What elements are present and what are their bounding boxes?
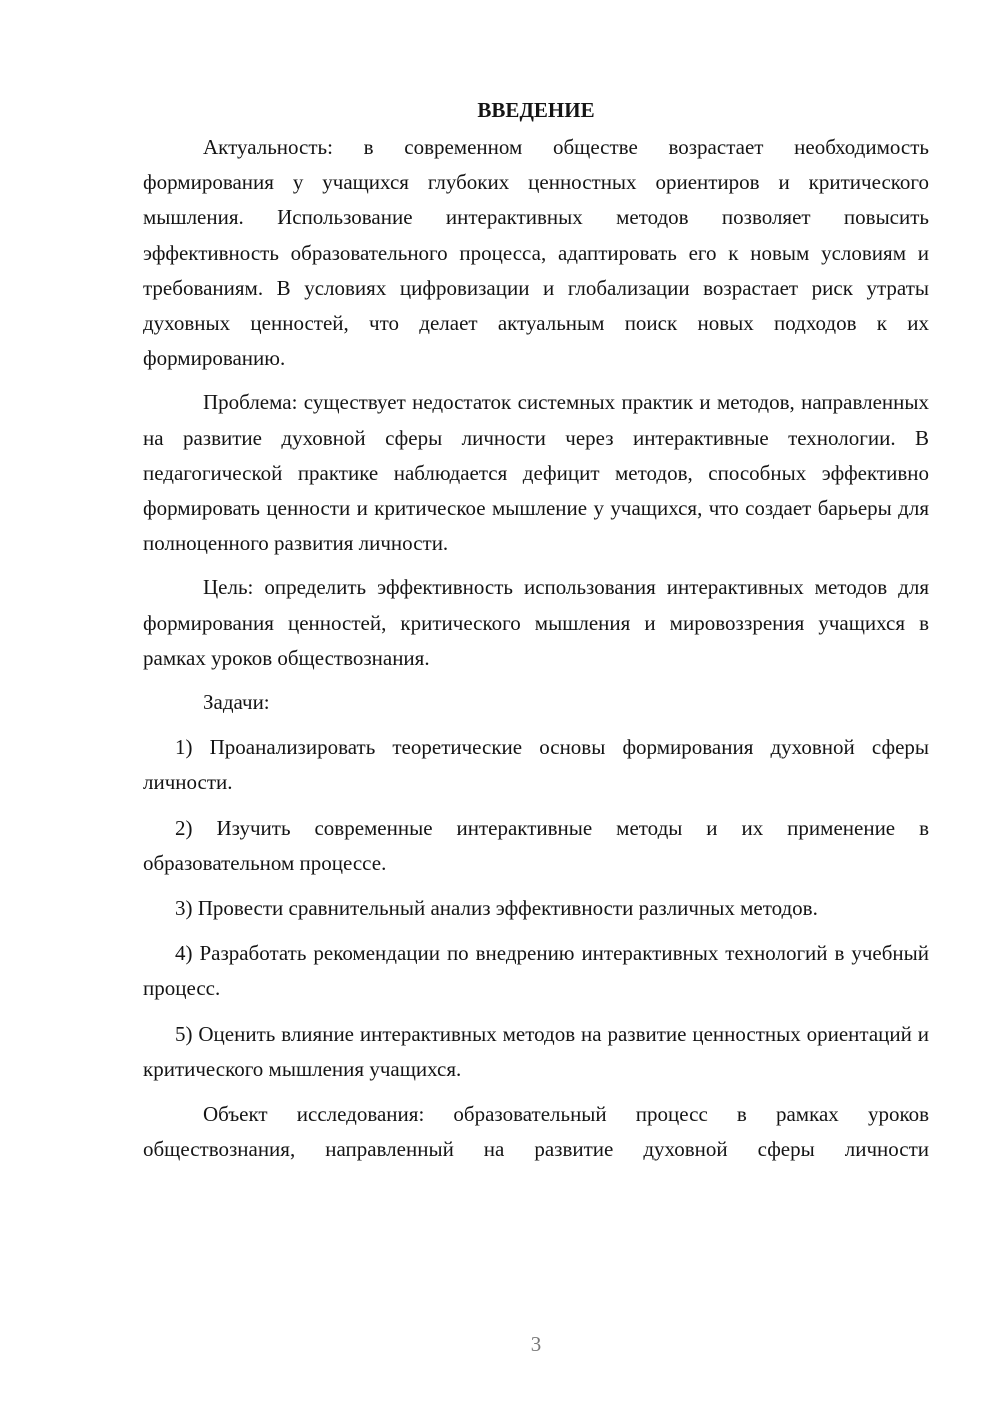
task-item-2: 2) Изучить современные интерактивные методы и их применение в образовательном процессе. [143, 815, 929, 875]
task-item-1: 1) Проанализировать теоретические основы формирования духовной сферы личности. [143, 735, 929, 795]
task-item-5: 5) Оценить влияние интерактивных методов на развитие ценностных ориентаций и критического мышления учащихся. [143, 1021, 929, 1081]
problem-paragraph: Проблема: существует недостаток системных практик и методов, направленных на развитие духовной сферы личности через интерактивные технологии. В педагогической практике наблюдается дефицит методов, способных эффективно формировать ценности и критическое мышление у учащихся, что создает барьеры для полноценного развития личности. [143, 390, 929, 556]
task-item-4: 4) Разработать рекомендации по внедрению интерактивных технологий в учебный процесс. [143, 941, 929, 1001]
document-page [143, 92, 929, 1176]
object-paragraph: Объект исследования: образовательный процесс в рамках уроков обществознания, направленный на развитие духовной сферы личности [143, 1102, 929, 1162]
tasks-label: Задачи: [203, 690, 270, 715]
relevance-paragraph: Актуальность: в современном обществе возрастает необходимость формирования у учащихся глубоких ценностных ориентиров и критического мышления. Использование интерактивных методов позволяет повысить эффективность образовательного процесса, адаптировать его к новым условиям и требованиям. В условиях цифровизации и глобализации возрастает риск утраты духовных ценностей, что делает актуальным поиск новых подходов к их формированию. [143, 135, 929, 371]
page-number: 3 [530, 1332, 542, 1356]
task-item-3: 3) Провести сравнительный анализ эффективности различных методов. [175, 896, 818, 921]
section-title: ВВЕДЕНИЕ [477, 98, 595, 122]
goal-paragraph: Цель: определить эффективность использования интерактивных методов для формирования ценностей, критического мышления и мировоззрения учащихся в рамках уроков обществознания. [143, 575, 929, 670]
